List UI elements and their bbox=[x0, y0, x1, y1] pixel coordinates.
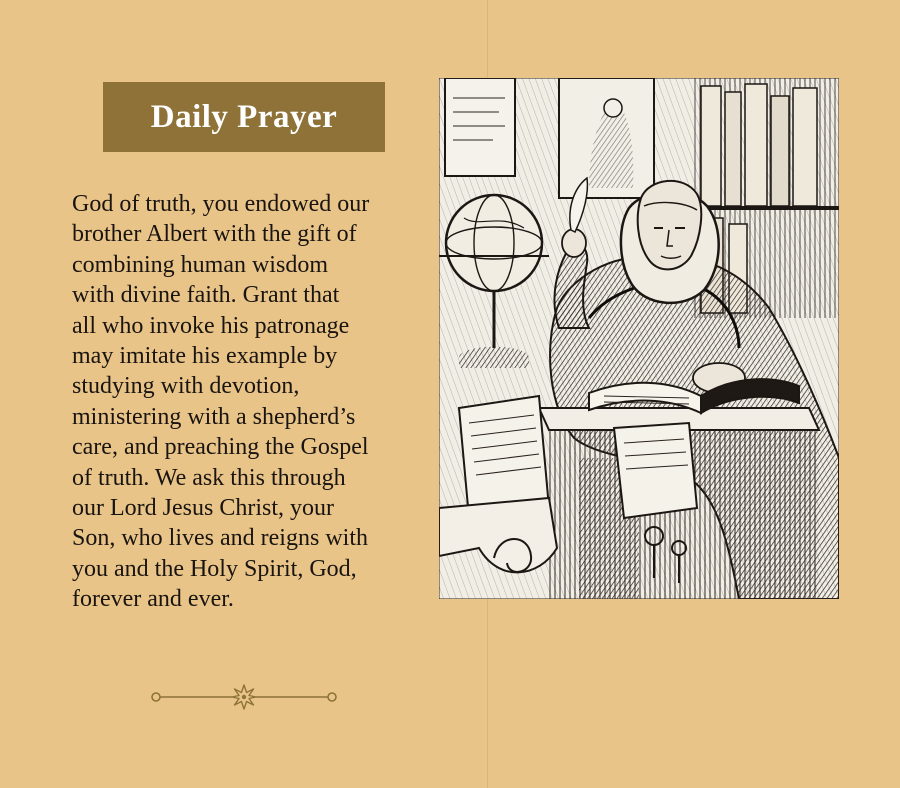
prayer-line: our Lord Jesus Christ, your bbox=[72, 495, 334, 522]
prayer-line: you and the Holy Spirit, God, bbox=[72, 555, 357, 582]
prayer-line: of truth. We ask this through bbox=[72, 464, 346, 491]
prayer-line: with divine faith. Grant that bbox=[72, 282, 340, 309]
prayer-body bbox=[72, 189, 437, 615]
title-banner bbox=[103, 82, 385, 152]
prayer-line: may imitate his example by bbox=[72, 343, 338, 370]
prayer-line: brother Albert with the gift of bbox=[72, 221, 357, 248]
prayer-line: combining human wisdom bbox=[72, 251, 328, 278]
prayer-line: ministering with a shepherd’s bbox=[72, 403, 356, 430]
prayer-line: God of truth, you endowed our bbox=[72, 191, 370, 217]
page-title: Daily Prayer bbox=[150, 98, 338, 135]
prayer-line: studying with devotion, bbox=[72, 373, 300, 400]
star-flourish-divider-icon bbox=[150, 684, 338, 710]
prayer-line: all who invoke his patronage bbox=[72, 312, 350, 339]
monk-engraving-illustration bbox=[439, 78, 839, 599]
prayer-line: care, and preaching the Gospel bbox=[72, 434, 369, 461]
prayer-line: forever and ever. bbox=[72, 586, 234, 613]
prayer-line: Son, who lives and reigns with bbox=[72, 525, 368, 552]
